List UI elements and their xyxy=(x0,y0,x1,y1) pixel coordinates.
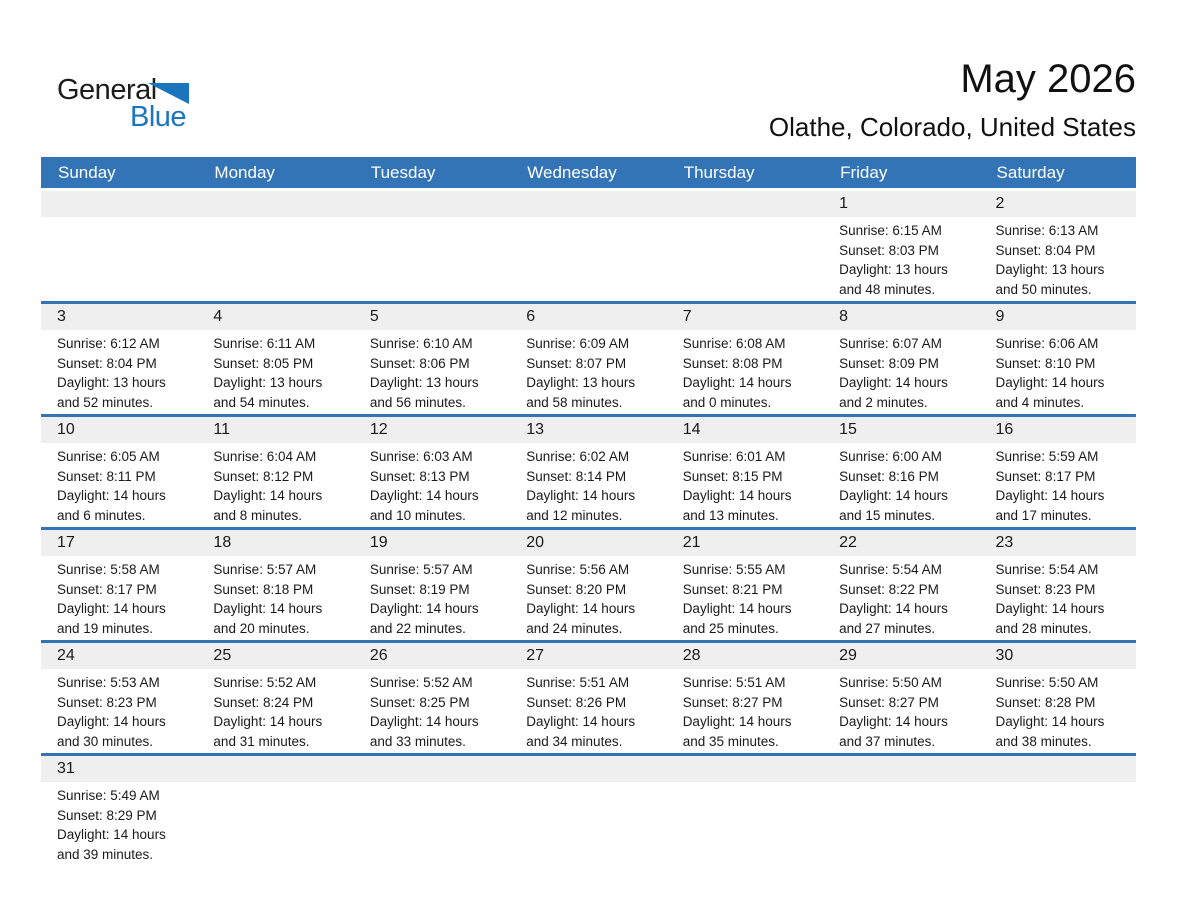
day-number: 29 xyxy=(839,647,857,664)
day-number: 1 xyxy=(839,195,849,212)
day-cell xyxy=(41,782,197,864)
empty-day-number xyxy=(354,756,510,782)
daylight-text: Daylight: 13 hours and 54 minutes. xyxy=(213,375,323,410)
empty-day-number xyxy=(41,191,197,217)
empty-day-cell xyxy=(667,782,823,864)
day-cell xyxy=(197,556,353,638)
sunrise-text: Sunrise: 5:51 AM xyxy=(682,675,786,690)
sunrise-text: Sunrise: 6:15 AM xyxy=(839,223,942,238)
weekday-saturday: Saturday xyxy=(996,162,1065,182)
sunset-text: Sunset: 8:17 PM xyxy=(995,468,1096,484)
weekday-friday: Friday xyxy=(840,162,888,182)
day-number: 18 xyxy=(213,534,232,551)
sunrise-text: Sunrise: 5:51 AM xyxy=(526,675,630,690)
empty-day-cell xyxy=(354,782,510,864)
day-number-strip xyxy=(41,417,1136,443)
day-number: 5 xyxy=(369,308,379,325)
day-number: 23 xyxy=(995,534,1014,551)
day-cell xyxy=(197,330,353,412)
week-row xyxy=(41,304,1136,417)
day-number-strip xyxy=(41,530,1136,556)
week-row xyxy=(41,191,1136,304)
sunset-text: Sunset: 8:07 PM xyxy=(526,355,627,371)
sunset-text: Sunset: 8:14 PM xyxy=(526,468,627,484)
sunrise-text: Sunrise: 5:50 AM xyxy=(995,675,1099,690)
day-number: 6 xyxy=(526,308,536,325)
weekday-sunday: Sunday xyxy=(58,162,116,182)
day-cell xyxy=(980,443,1136,525)
sunrise-text: Sunrise: 5:52 AM xyxy=(369,675,473,690)
day-cell xyxy=(354,443,510,525)
daylight-text: Daylight: 14 hours and 28 minutes. xyxy=(995,601,1105,636)
day-number: 30 xyxy=(995,647,1014,664)
empty-day-number xyxy=(667,756,823,782)
day-cell xyxy=(667,330,823,412)
sunrise-text: Sunrise: 6:02 AM xyxy=(526,449,630,464)
sunset-text: Sunset: 8:27 PM xyxy=(682,694,783,710)
weekday-monday: Monday xyxy=(214,162,275,182)
sunrise-text: Sunrise: 5:52 AM xyxy=(213,675,317,690)
day-number: 7 xyxy=(682,308,692,325)
empty-day-cell xyxy=(197,782,353,864)
daylight-text: Daylight: 13 hours and 58 minutes. xyxy=(526,375,636,410)
day-number-strip xyxy=(41,304,1136,330)
sunset-text: Sunset: 8:21 PM xyxy=(682,581,783,597)
sunrise-text: Sunrise: 5:55 AM xyxy=(682,562,786,577)
daylight-text: Daylight: 14 hours and 4 minutes. xyxy=(995,375,1105,410)
daylight-text: Daylight: 14 hours and 15 minutes. xyxy=(839,488,948,523)
sunset-text: Sunset: 8:04 PM xyxy=(57,355,157,371)
week-row xyxy=(41,643,1136,756)
day-cell xyxy=(980,556,1136,638)
daylight-text: Daylight: 14 hours and 19 minutes. xyxy=(57,601,166,636)
daylight-text: Daylight: 14 hours and 37 minutes. xyxy=(839,714,948,749)
daylight-text: Daylight: 14 hours and 25 minutes. xyxy=(682,601,792,636)
title-block xyxy=(769,57,1136,142)
day-cell xyxy=(980,330,1136,412)
day-cell xyxy=(823,217,979,299)
day-number: 13 xyxy=(526,421,545,438)
daylight-text: Daylight: 14 hours and 27 minutes. xyxy=(839,601,948,636)
week-row xyxy=(41,756,1136,866)
sunset-text: Sunset: 8:19 PM xyxy=(369,581,470,597)
day-cell xyxy=(41,556,197,638)
day-number: 25 xyxy=(213,647,232,664)
empty-day-number xyxy=(823,756,979,782)
sunset-text: Sunset: 8:25 PM xyxy=(369,694,470,710)
sunrise-text: Sunrise: 5:53 AM xyxy=(57,675,160,690)
sunrise-text: Sunrise: 5:59 AM xyxy=(995,449,1099,464)
sunset-text: Sunset: 8:09 PM xyxy=(839,355,939,371)
day-number: 22 xyxy=(839,534,857,551)
sunrise-text: Sunrise: 6:01 AM xyxy=(682,449,786,464)
day-number: 14 xyxy=(682,421,701,438)
daylight-text: Daylight: 14 hours and 2 minutes. xyxy=(839,375,948,410)
day-number: 2 xyxy=(995,195,1005,212)
sunset-text: Sunset: 8:26 PM xyxy=(526,694,627,710)
day-cell xyxy=(823,443,979,525)
day-cell xyxy=(41,443,197,525)
sunrise-text: Sunrise: 5:57 AM xyxy=(213,562,317,577)
day-number-strip xyxy=(41,191,1136,217)
day-cell xyxy=(667,443,823,525)
empty-day-cell xyxy=(667,217,823,299)
week-row xyxy=(41,417,1136,530)
sunrise-text: Sunrise: 5:54 AM xyxy=(995,562,1099,577)
daylight-text: Daylight: 14 hours and 12 minutes. xyxy=(526,488,636,523)
sunset-text: Sunset: 8:08 PM xyxy=(682,355,783,371)
weekday-tuesday: Tuesday xyxy=(370,162,436,182)
day-number: 8 xyxy=(839,308,849,325)
sunset-text: Sunset: 8:06 PM xyxy=(369,355,470,371)
sunrise-text: Sunrise: 6:04 AM xyxy=(213,449,317,464)
sunrise-text: Sunrise: 5:57 AM xyxy=(369,562,473,577)
sunset-text: Sunset: 8:28 PM xyxy=(995,694,1096,710)
daylight-text: Daylight: 13 hours and 50 minutes. xyxy=(995,262,1105,297)
daylight-text: Daylight: 14 hours and 22 minutes. xyxy=(369,601,479,636)
week-row xyxy=(41,530,1136,643)
sunrise-text: Sunrise: 5:56 AM xyxy=(526,562,630,577)
day-number: 3 xyxy=(57,308,66,325)
day-number: 28 xyxy=(682,647,701,664)
daylight-text: Daylight: 14 hours and 30 minutes. xyxy=(57,714,166,749)
day-number: 21 xyxy=(682,534,701,551)
daylight-text: Daylight: 14 hours and 20 minutes. xyxy=(213,601,323,636)
day-cell xyxy=(823,669,979,751)
daylight-text: Daylight: 13 hours and 56 minutes. xyxy=(369,375,479,410)
day-cell xyxy=(823,330,979,412)
sunrise-text: Sunrise: 6:08 AM xyxy=(682,336,786,351)
day-number: 26 xyxy=(369,647,388,664)
empty-day-cell xyxy=(510,217,666,299)
day-content-row xyxy=(41,330,1136,414)
sunset-text: Sunset: 8:12 PM xyxy=(213,468,314,484)
weeks-grid xyxy=(41,191,1136,866)
daylight-text: Daylight: 13 hours and 48 minutes. xyxy=(839,262,948,297)
day-cell xyxy=(667,556,823,638)
empty-day-cell xyxy=(41,217,197,299)
sunset-text: Sunset: 8:13 PM xyxy=(369,468,470,484)
logo-text-general: General xyxy=(57,74,157,106)
daylight-text: Daylight: 14 hours and 33 minutes. xyxy=(369,714,479,749)
day-number: 20 xyxy=(526,534,545,551)
day-cell xyxy=(510,669,666,751)
day-number: 19 xyxy=(369,534,388,551)
page-title: May 2026 xyxy=(960,57,1136,101)
day-cell xyxy=(197,443,353,525)
daylight-text: Daylight: 13 hours and 52 minutes. xyxy=(57,375,166,410)
sunrise-text: Sunrise: 6:06 AM xyxy=(995,336,1099,351)
sunset-text: Sunset: 8:27 PM xyxy=(839,694,939,710)
day-cell xyxy=(510,330,666,412)
sunrise-text: Sunrise: 6:13 AM xyxy=(995,223,1099,238)
daylight-text: Daylight: 14 hours and 8 minutes. xyxy=(213,488,323,523)
sunrise-text: Sunrise: 5:50 AM xyxy=(839,675,942,690)
logo-text-blue: Blue xyxy=(130,101,187,133)
daylight-text: Daylight: 14 hours and 35 minutes. xyxy=(682,714,792,749)
empty-day-number xyxy=(354,191,510,217)
day-number: 27 xyxy=(526,647,545,664)
daylight-text: Daylight: 14 hours and 31 minutes. xyxy=(213,714,323,749)
sunset-text: Sunset: 8:18 PM xyxy=(213,581,314,597)
sunset-text: Sunset: 8:29 PM xyxy=(57,807,157,823)
daylight-text: Daylight: 14 hours and 17 minutes. xyxy=(995,488,1105,523)
day-number: 17 xyxy=(57,534,75,551)
sunset-text: Sunset: 8:11 PM xyxy=(57,468,156,484)
empty-day-cell xyxy=(510,782,666,864)
daylight-text: Daylight: 14 hours and 24 minutes. xyxy=(526,601,636,636)
sunrise-text: Sunrise: 6:11 AM xyxy=(213,336,316,351)
empty-day-number xyxy=(197,191,353,217)
day-cell xyxy=(980,669,1136,751)
sunrise-text: Sunrise: 6:10 AM xyxy=(369,336,473,351)
weekday-header-row xyxy=(41,157,1136,188)
day-cell xyxy=(510,556,666,638)
sunset-text: Sunset: 8:10 PM xyxy=(995,355,1096,371)
day-number: 31 xyxy=(57,760,75,777)
empty-day-cell xyxy=(197,217,353,299)
day-number: 12 xyxy=(369,421,388,438)
daylight-text: Daylight: 14 hours and 13 minutes. xyxy=(682,488,792,523)
sunset-text: Sunset: 8:15 PM xyxy=(682,468,783,484)
day-cell xyxy=(980,217,1136,299)
daylight-text: Daylight: 14 hours and 6 minutes. xyxy=(57,488,166,523)
day-number: 15 xyxy=(839,421,857,438)
day-number: 9 xyxy=(995,308,1005,325)
day-cell xyxy=(354,330,510,412)
sunset-text: Sunset: 8:20 PM xyxy=(526,581,627,597)
daylight-text: Daylight: 14 hours and 38 minutes. xyxy=(995,714,1105,749)
weekday-thursday: Thursday xyxy=(683,162,755,182)
empty-day-cell xyxy=(980,782,1136,864)
daylight-text: Daylight: 14 hours and 34 minutes. xyxy=(526,714,636,749)
sunrise-text: Sunrise: 6:09 AM xyxy=(526,336,630,351)
sunrise-text: Sunrise: 6:07 AM xyxy=(839,336,942,351)
day-cell xyxy=(354,556,510,638)
sunset-text: Sunset: 8:03 PM xyxy=(839,242,939,258)
empty-day-number xyxy=(510,756,666,782)
daylight-text: Daylight: 14 hours and 39 minutes. xyxy=(57,827,166,862)
sunset-text: Sunset: 8:24 PM xyxy=(213,694,314,710)
sunrise-text: Sunrise: 5:58 AM xyxy=(57,562,160,577)
day-cell xyxy=(41,330,197,412)
sunrise-text: Sunrise: 6:12 AM xyxy=(57,336,160,351)
sunset-text: Sunset: 8:16 PM xyxy=(839,468,939,484)
daylight-text: Daylight: 14 hours and 0 minutes. xyxy=(682,375,792,410)
sunset-text: Sunset: 8:23 PM xyxy=(995,581,1096,597)
sunrise-text: Sunrise: 6:05 AM xyxy=(57,449,160,464)
day-content-row xyxy=(41,217,1136,301)
day-number: 10 xyxy=(57,421,75,438)
sunset-text: Sunset: 8:17 PM xyxy=(57,581,157,597)
day-number: 4 xyxy=(213,308,223,325)
empty-day-number xyxy=(510,191,666,217)
day-cell xyxy=(823,556,979,638)
day-content-row xyxy=(41,556,1136,640)
day-cell xyxy=(510,443,666,525)
day-number: 11 xyxy=(213,421,231,438)
sunrise-text: Sunrise: 6:03 AM xyxy=(369,449,473,464)
day-content-row xyxy=(41,443,1136,527)
empty-day-number xyxy=(980,756,1136,782)
day-cell xyxy=(354,669,510,751)
day-number: 16 xyxy=(995,421,1014,438)
day-number-strip xyxy=(41,756,1136,782)
sunset-text: Sunset: 8:22 PM xyxy=(839,581,939,597)
day-number: 24 xyxy=(57,647,75,664)
empty-day-cell xyxy=(354,217,510,299)
day-cell xyxy=(197,669,353,751)
empty-day-number xyxy=(667,191,823,217)
day-cell xyxy=(41,669,197,751)
sunrise-text: Sunrise: 5:54 AM xyxy=(839,562,942,577)
general-blue-logo xyxy=(57,76,207,132)
calendar-table xyxy=(41,157,1136,866)
day-content-row xyxy=(41,669,1136,753)
sunrise-text: Sunrise: 6:00 AM xyxy=(839,449,942,464)
sunset-text: Sunset: 8:04 PM xyxy=(995,242,1096,258)
sunset-text: Sunset: 8:23 PM xyxy=(57,694,157,710)
weekday-wednesday: Wednesday xyxy=(527,162,617,182)
sunrise-text: Sunrise: 5:49 AM xyxy=(57,788,160,803)
day-content-row xyxy=(41,782,1136,866)
sunset-text: Sunset: 8:05 PM xyxy=(213,355,314,371)
day-number-strip xyxy=(41,643,1136,669)
empty-day-cell xyxy=(823,782,979,864)
daylight-text: Daylight: 14 hours and 10 minutes. xyxy=(369,488,479,523)
day-cell xyxy=(667,669,823,751)
page-subtitle: Olathe, Colorado, United States xyxy=(768,112,1136,142)
empty-day-number xyxy=(197,756,353,782)
